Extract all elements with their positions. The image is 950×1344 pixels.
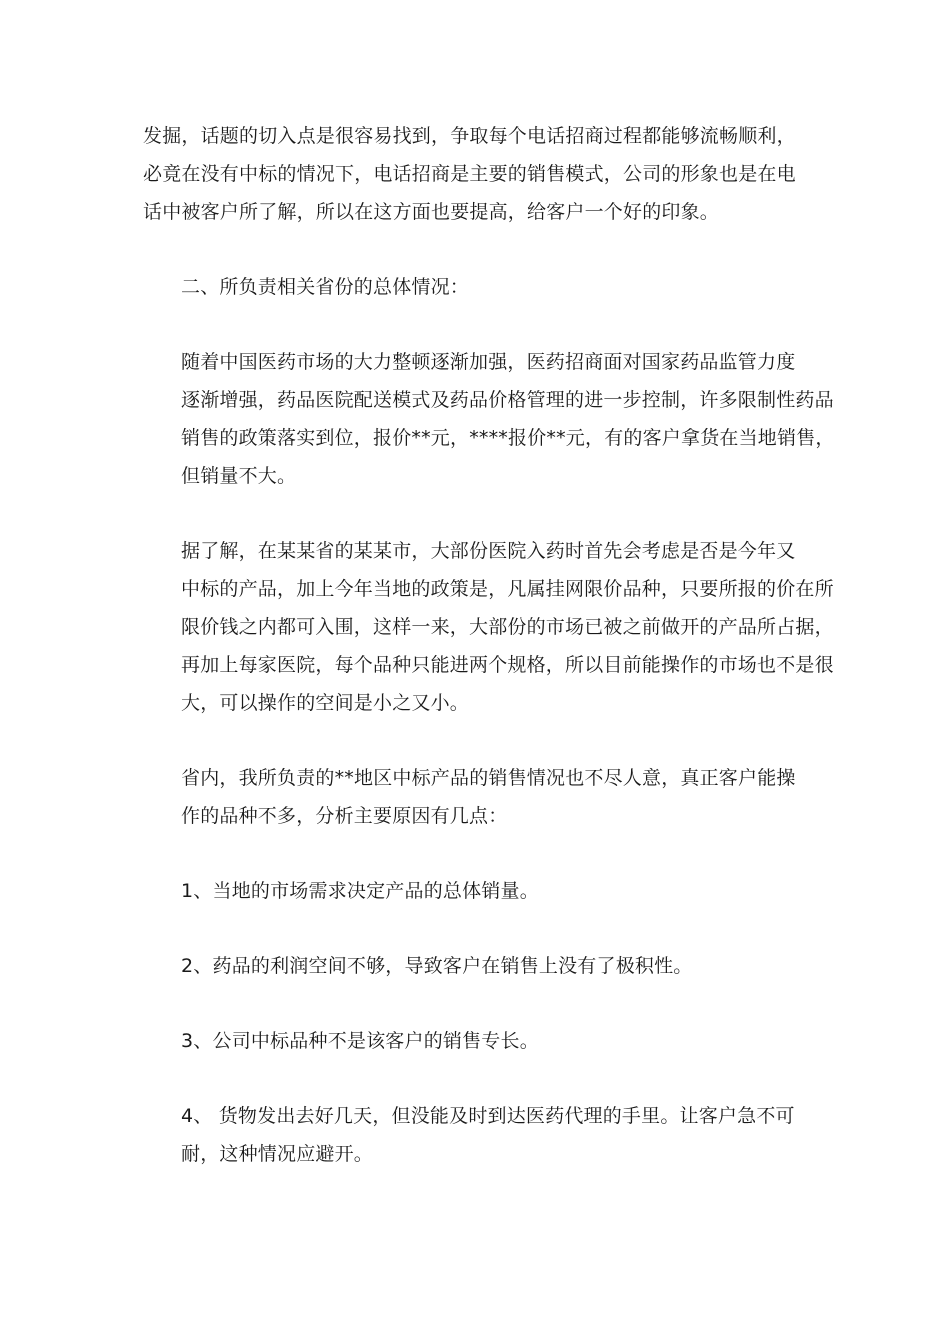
list-item-2 [143, 947, 805, 985]
paragraph-province-sales [143, 759, 805, 835]
text-line: 耐，这种情况应避开。 [181, 1143, 374, 1165]
text-line: 但销量不大。 [181, 465, 297, 487]
text-line: 4、 货物发出去好几天，但没能及时到达医药代理的手里。让客户急不可 [181, 1105, 795, 1127]
paragraph-city-situation [143, 532, 834, 722]
heading-text: 二、所负责相关省份的总体情况： [181, 276, 470, 298]
text-line: 据了解，在某某省的某某市，大部份医院入药时首先会考虑是否是今年又 [181, 540, 796, 562]
text-line: 再加上每家医院，每个品种只能进两个规格，所以目前能操作的市场也不是很 [181, 654, 834, 676]
text-line: 作的品种不多，分析主要原因有几点： [181, 805, 508, 827]
list-item-1 [143, 872, 805, 910]
text-line: 3、公司中标品种不是该客户的销售专长。 [181, 1030, 539, 1052]
list-item-3 [143, 1022, 805, 1060]
text-line: 中标的产品，加上今年当地的政策是，凡属挂网限价品种，只要所报的价在所 [181, 578, 834, 600]
text-line: 1、当地的市场需求决定产品的总体销量。 [181, 880, 539, 902]
text-line: 省内，我所负责的**地区中标产品的销售情况也不尽人意，真正客户能操 [181, 767, 796, 789]
text-line: 随着中国医药市场的大力整顿逐渐加强，医药招商面对国家药品监管力度 [181, 351, 796, 373]
text-line: 大，可以操作的空间是小之又小。 [181, 692, 470, 714]
paragraph-intro-continuation [143, 117, 805, 231]
list-item-4 [143, 1097, 805, 1173]
paragraph-market-overview [143, 343, 835, 495]
text-line: 销售的政策落实到位，报价**元，****报价**元，有的客户拿货在当地销售， [181, 427, 835, 449]
text-line: 2、药品的利润空间不够，导致客户在销售上没有了极积性。 [181, 955, 693, 977]
text-line: 逐渐增强，药品医院配送模式及药品价格管理的进一步控制，许多限制性药品 [181, 389, 834, 411]
document-body [143, 117, 835, 1210]
text-line: 限价钱之内都可入围，这样一来，大部份的市场已被之前做开的产品所占据， [181, 616, 834, 638]
section-heading [143, 268, 805, 306]
text-line: 话中被客户所了解，所以在这方面也要提高，给客户一个好的印象。 [143, 201, 720, 223]
text-line: 发掘，话题的切入点是很容易找到，争取每个电话招商过程都能够流畅顺利， [143, 125, 796, 147]
text-line: 必竟在没有中标的情况下，电话招商是主要的销售模式，公司的形象也是在电 [143, 163, 796, 185]
